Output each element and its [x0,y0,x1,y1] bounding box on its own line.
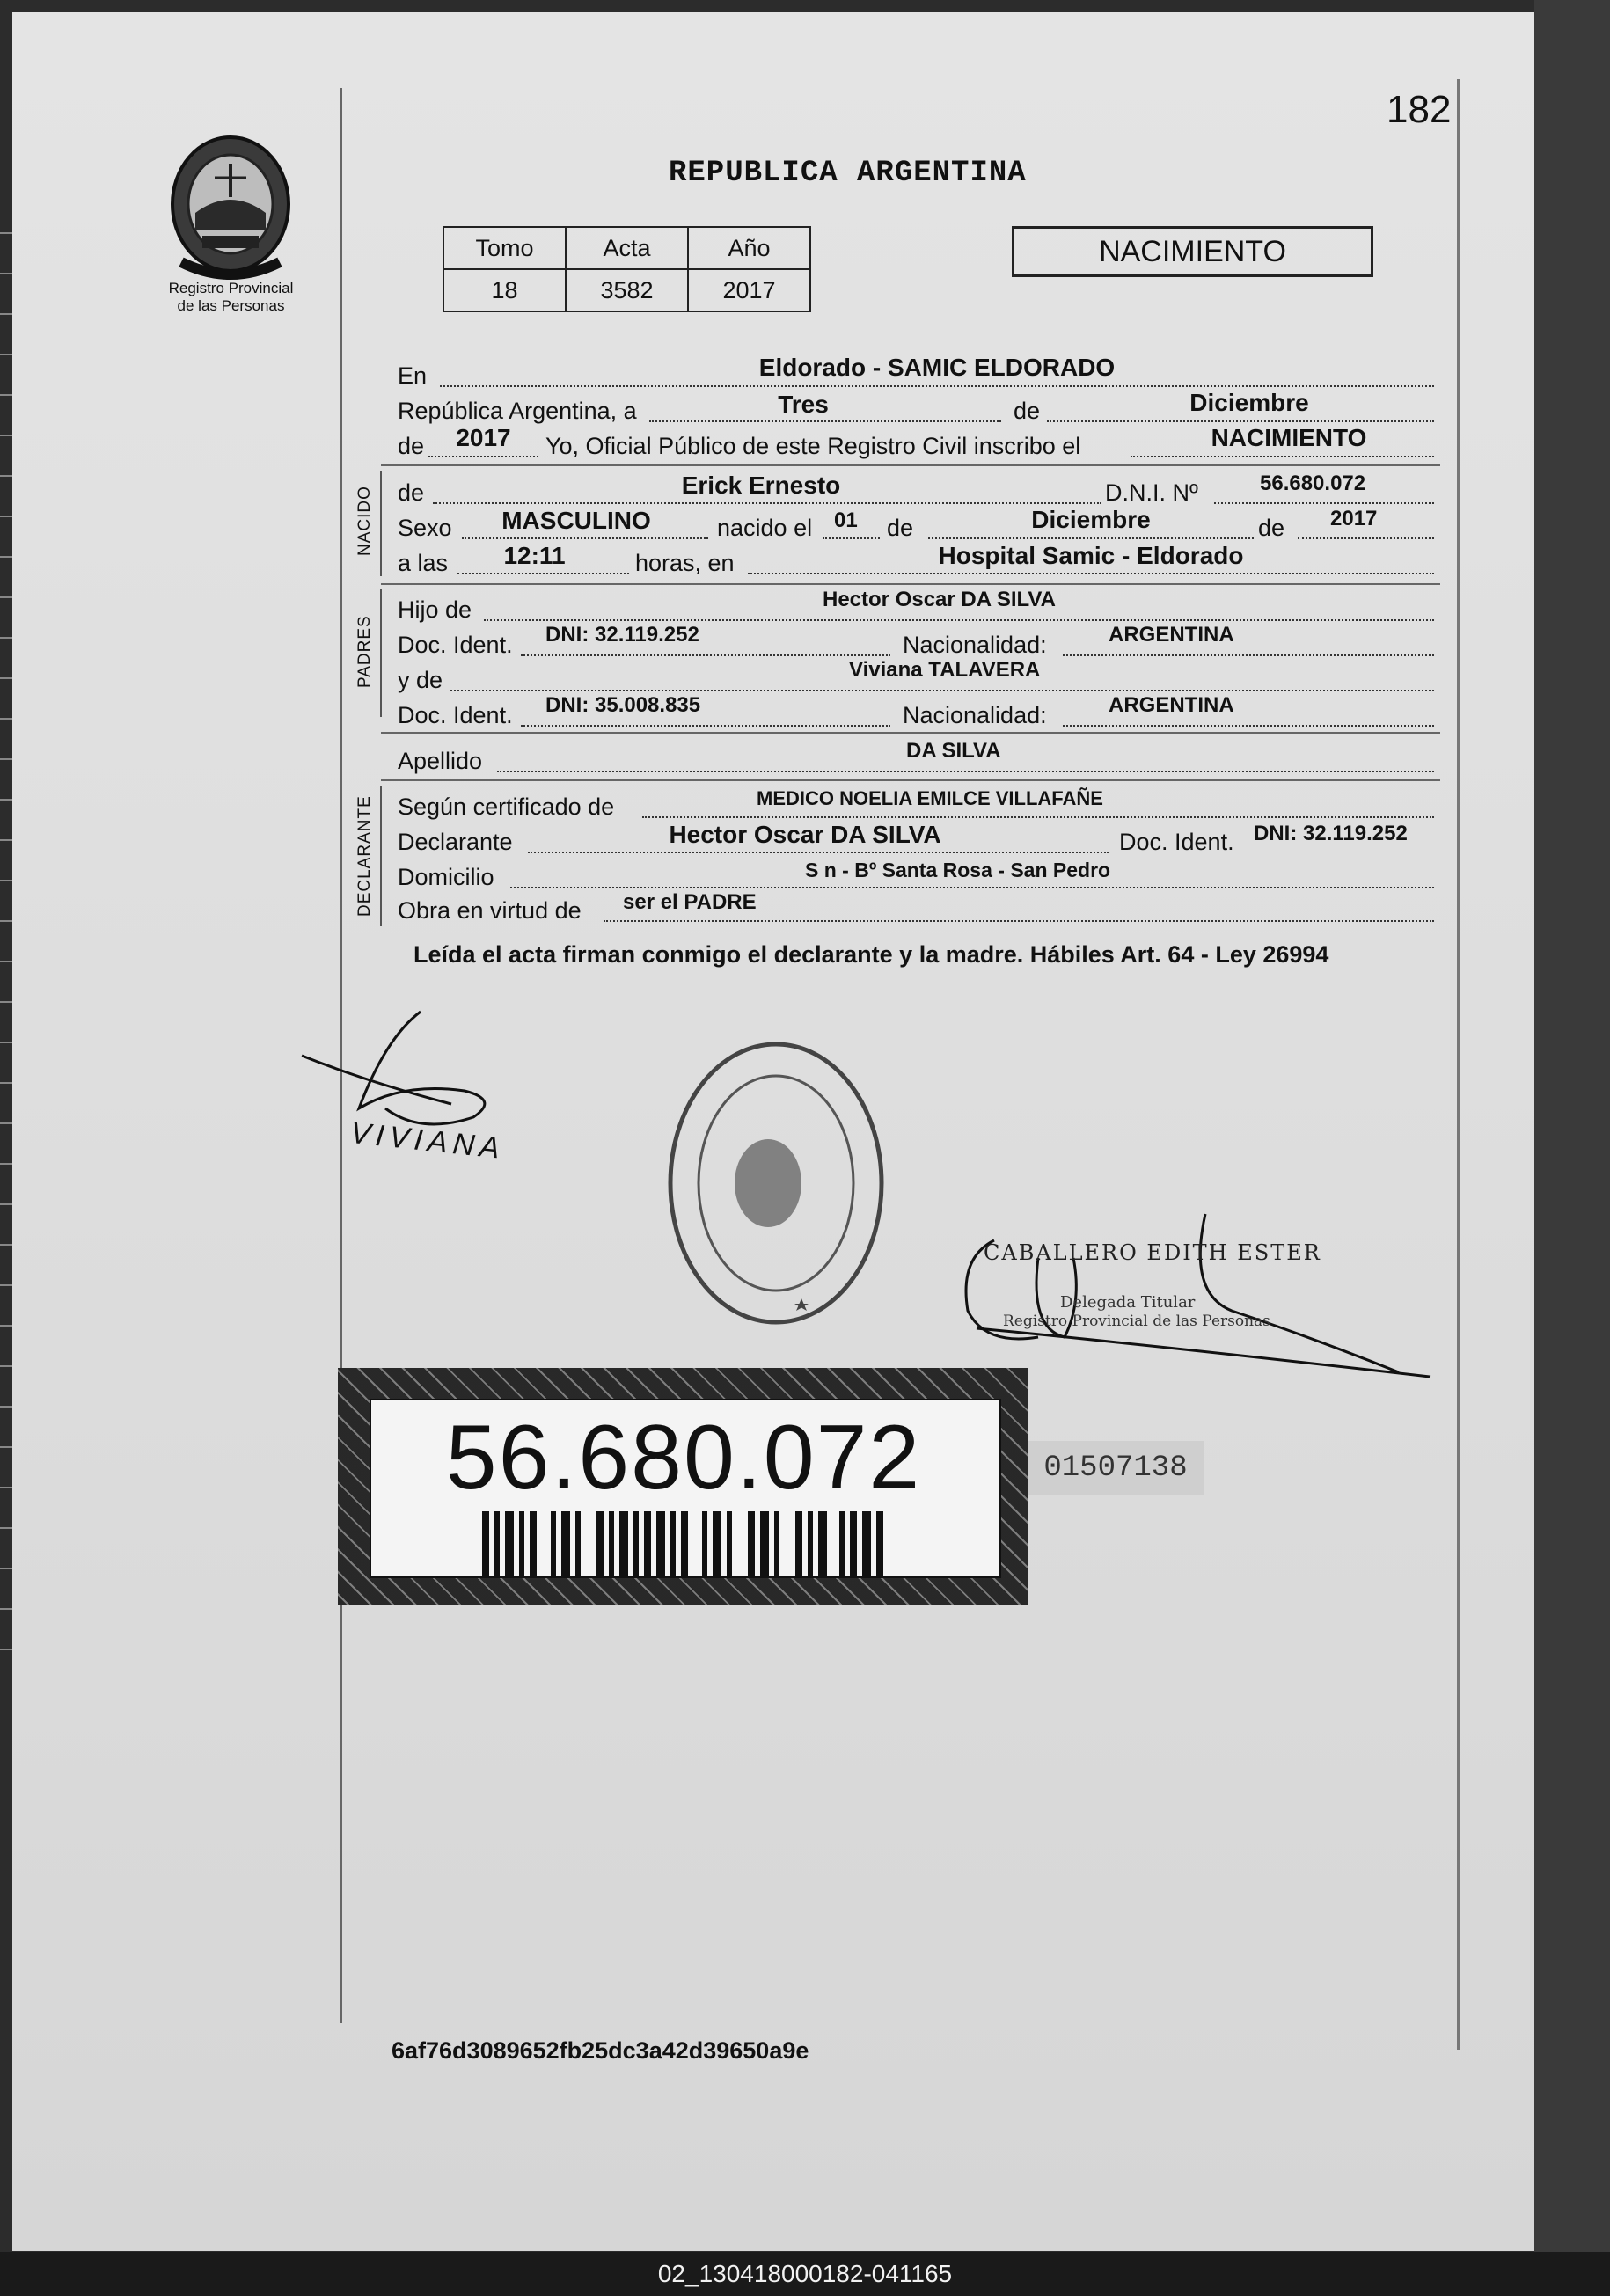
birth-year: 2017 [1330,507,1378,530]
dotted-line [428,456,538,457]
birth-hour: 12:11 [503,542,566,569]
barcode-icon [482,1511,887,1576]
value-tomo: 18 [443,269,566,311]
domicilio-label: Domicilio [398,864,494,890]
dotted-line [510,887,1434,888]
official-office: Registro Provincial de las Personas [1003,1313,1270,1330]
birth-day: 01 [834,508,858,532]
dotted-line [450,690,1434,691]
obra-label: Obra en virtud de [398,897,582,924]
document-hash: 6af76d3089652fb25dc3a42d39650a9e [392,2037,809,2064]
certificado-label: Según certificado de [398,793,615,820]
header-acta: Acta [566,227,688,269]
dotted-line [1214,502,1434,504]
header-tomo: Tomo [443,227,566,269]
horas-label: horas, en [635,550,735,576]
declarant-doc: DNI: 32.119.252 [1254,822,1408,845]
registry-table-values [443,269,810,311]
dotted-line [748,573,1434,574]
declarante-section-label: DECLARANTE [355,795,374,917]
nacido-el-label: nacido el [717,515,813,541]
child-name: Erick Ernesto [681,472,841,499]
apellido-label: Apellido [398,748,483,774]
record-type-box: NACIMIENTO [1012,226,1373,277]
serial-number: 01507138 [1028,1441,1204,1495]
certificate-value: MEDICO NOELIA EMILCE VILLAFAÑE [757,787,1103,809]
dni-label-number: 56.680.072 [445,1407,922,1509]
dotted-line [604,920,1434,922]
doc-ident-label: Doc. Ident. [398,702,513,728]
doc-ident-label: Doc. Ident. [1119,829,1234,855]
de-label: de [887,515,914,541]
dotted-line [1298,537,1434,539]
section-divider [381,464,1440,466]
dotted-line [433,502,1101,504]
dotted-line [1063,725,1434,727]
dni-label: D.N.I. Nº [1105,479,1198,506]
dotted-line [1063,654,1434,656]
mother-nationality: ARGENTINA [1109,693,1234,717]
republica-label: República Argentina, a [398,398,637,424]
birth-place: Hospital Samic - Eldorado [938,542,1244,569]
sexo-label: Sexo [398,515,452,541]
dotted-line [457,573,629,574]
place-value: Eldorado - SAMIC ELDORADO [758,354,1116,381]
country-title: REPUBLICA ARGENTINA [669,157,1027,190]
dotted-line [528,852,1109,853]
dotted-line [521,725,890,727]
y-de-label: y de [398,667,443,693]
dotted-line [642,816,1434,818]
father-name: Hector Oscar DA SILVA [823,588,1056,611]
dotted-line [484,619,1434,621]
dotted-line [521,654,890,656]
header-anio: Año [688,227,810,269]
dotted-line [823,537,880,539]
page-number: 182 [1387,88,1452,131]
en-label: En [398,362,428,389]
declarant-name: Hector Oscar DA SILVA [669,821,941,848]
value-acta: 3582 [566,269,688,311]
nacionalidad-label: Nacionalidad: [903,702,1047,728]
act-value: NACIMIENTO [1211,424,1367,451]
year-value: 2017 [456,424,511,451]
sexo-value: MASCULINO [501,507,651,534]
nacido-section-label: NACIDO [355,486,374,556]
section-divider [381,732,1440,734]
mother-name: Viviana TALAVERA [849,658,1041,682]
official-role: Delegada Titular [1060,1293,1196,1312]
scan-border [1534,0,1610,2252]
section-divider [381,779,1440,781]
nacionalidad-label: Nacionalidad: [903,632,1047,658]
dotted-line [649,420,1001,422]
registry-table [443,226,811,312]
dotted-line [440,385,1434,387]
section-rule [380,471,382,576]
dotted-line [497,771,1434,772]
de-label: de [398,433,425,459]
registry-table-header [443,227,810,269]
dotted-line [1131,456,1434,457]
hijo-de-label: Hijo de [398,596,472,623]
a-las-label: a las [398,550,449,576]
month-value: Diciembre [1189,389,1309,416]
dotted-line [1047,420,1434,422]
section-rule [380,589,382,717]
registry-stamp-icon [664,1038,889,1328]
binding-edge [0,194,12,1689]
official-name: CABALLERO EDITH ESTER [984,1240,1321,1265]
doc-ident-label: Doc. Ident. [398,632,513,658]
seal-caption-line2: de las Personas [177,297,285,314]
section-divider [381,583,1440,585]
nacido-de-label: de [398,479,425,506]
right-margin-rule [1457,79,1460,2050]
apellido-value: DA SILVA [906,739,1001,763]
inscribo-text: Yo, Oficial Público de este Registro Civil inscribo el [545,433,1081,459]
value-anio: 2017 [688,269,810,311]
section-rule [380,786,382,926]
scan-footer-id: 02_130418000182-041165 [0,2252,1610,2296]
dotted-line [928,537,1254,539]
padres-section-label: PADRES [355,615,374,688]
day-value: Tres [778,391,829,418]
mother-doc: DNI: 35.008.835 [545,693,701,717]
domicilio-value: S n - Bº Santa Rosa - San Pedro [805,859,1111,881]
declarante-label: Declarante [398,829,513,855]
seal-caption [136,280,326,315]
father-nationality: ARGENTINA [1109,623,1234,647]
seal-caption-line1: Registro Provincial [168,280,294,296]
closing-statement: Leída el acta firman conmigo el declarante y la madre. Hábiles Art. 64 - Ley 26994 [413,941,1329,968]
mother-handwritten-name: VIVIANA [348,1115,507,1166]
child-dni: 56.680.072 [1260,472,1366,495]
de-label: de [1258,515,1285,541]
obra-value: ser el PADRE [623,890,757,914]
de-label: de [1014,398,1041,424]
dotted-line [462,537,708,539]
father-doc: DNI: 32.119.252 [545,623,699,647]
birth-month: Diciembre [1031,506,1151,533]
